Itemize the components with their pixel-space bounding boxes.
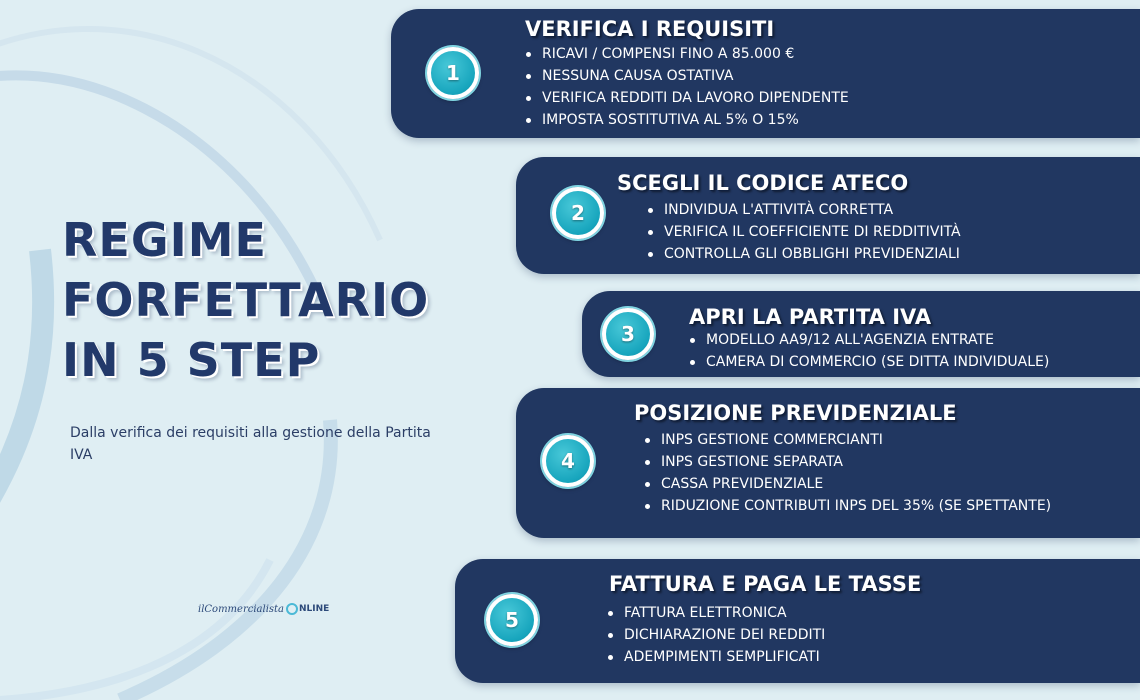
subtitle: Dalla verifica dei requisiti alla gestione della Partita IVA [70, 425, 431, 463]
step-items [643, 429, 1051, 517]
step-number-badge: 1 [427, 47, 479, 99]
step-title: APRI LA PARTITA IVA [689, 305, 932, 329]
step-title: SCEGLI IL CODICE ATECO [617, 171, 909, 195]
step-item: CAMERA DI COMMERCIO (SE DITTA INDIVIDUALE) [688, 351, 1049, 373]
step-number-badge: 2 [552, 187, 604, 239]
step-item: CONTROLLA GLI OBBLIGHI PREVIDENZIALI [646, 243, 961, 265]
step-item: CASSA PREVIDENZIALE [643, 473, 1051, 495]
step-items [524, 43, 849, 131]
step-panel-3 [582, 291, 1140, 377]
step-number-badge: 5 [486, 594, 538, 646]
step-item: VERIFICA REDDITI DA LAVORO DIPENDENTE [524, 87, 849, 109]
step-title: VERIFICA I REQUISITI [525, 17, 775, 41]
step-item: MODELLO AA9/12 ALL'AGENZIA ENTRATE [688, 329, 1049, 351]
logo-prefix: il [198, 603, 205, 615]
step-number-badge: 3 [602, 308, 654, 360]
step-panel-2 [516, 157, 1140, 274]
step-title: POSIZIONE PREVIDENZIALE [634, 401, 957, 425]
main-title [62, 210, 429, 390]
step-item: RICAVI / COMPENSI FINO A 85.000 € [524, 43, 849, 65]
step-items [646, 199, 961, 265]
step-item: INPS GESTIONE COMMERCIANTI [643, 429, 1051, 451]
step-item: INPS GESTIONE SEPARATA [643, 451, 1051, 473]
step-items [688, 329, 1049, 373]
title-line-2: FORFETTARIO [62, 273, 430, 327]
title-line-3: IN 5 STEP [62, 333, 321, 387]
logo-name: Commercialista [204, 603, 285, 615]
step-item: ADEMPIMENTI SEMPLIFICATI [606, 646, 825, 668]
logo-o-ring-icon [286, 603, 298, 615]
step-number-badge: 4 [542, 435, 594, 487]
step-item: NESSUNA CAUSA OSTATIVA [524, 65, 849, 87]
step-panel-1 [391, 9, 1140, 138]
step-item: VERIFICA IL COEFFICIENTE DI REDDITIVITÀ [646, 221, 961, 243]
logo-online [284, 603, 329, 615]
step-item: RIDUZIONE CONTRIBUTI INPS DEL 35% (SE SPETTANTE) [643, 495, 1051, 517]
brand-logo [198, 603, 329, 615]
step-item: DICHIARAZIONE DEI REDDITI [606, 624, 825, 646]
step-title: FATTURA E PAGA LE TASSE [609, 572, 922, 596]
step-panel-4 [516, 388, 1140, 538]
step-item: INDIVIDUA L'ATTIVITÀ CORRETTA [646, 199, 961, 221]
step-panel-5 [455, 559, 1140, 683]
step-items [606, 602, 825, 668]
step-item: FATTURA ELETTRONICA [606, 602, 825, 624]
step-item: IMPOSTA SOSTITUTIVA AL 5% O 15% [524, 109, 849, 131]
title-line-1: REGIME [62, 213, 267, 267]
logo-suffix: NLINE [299, 604, 330, 614]
